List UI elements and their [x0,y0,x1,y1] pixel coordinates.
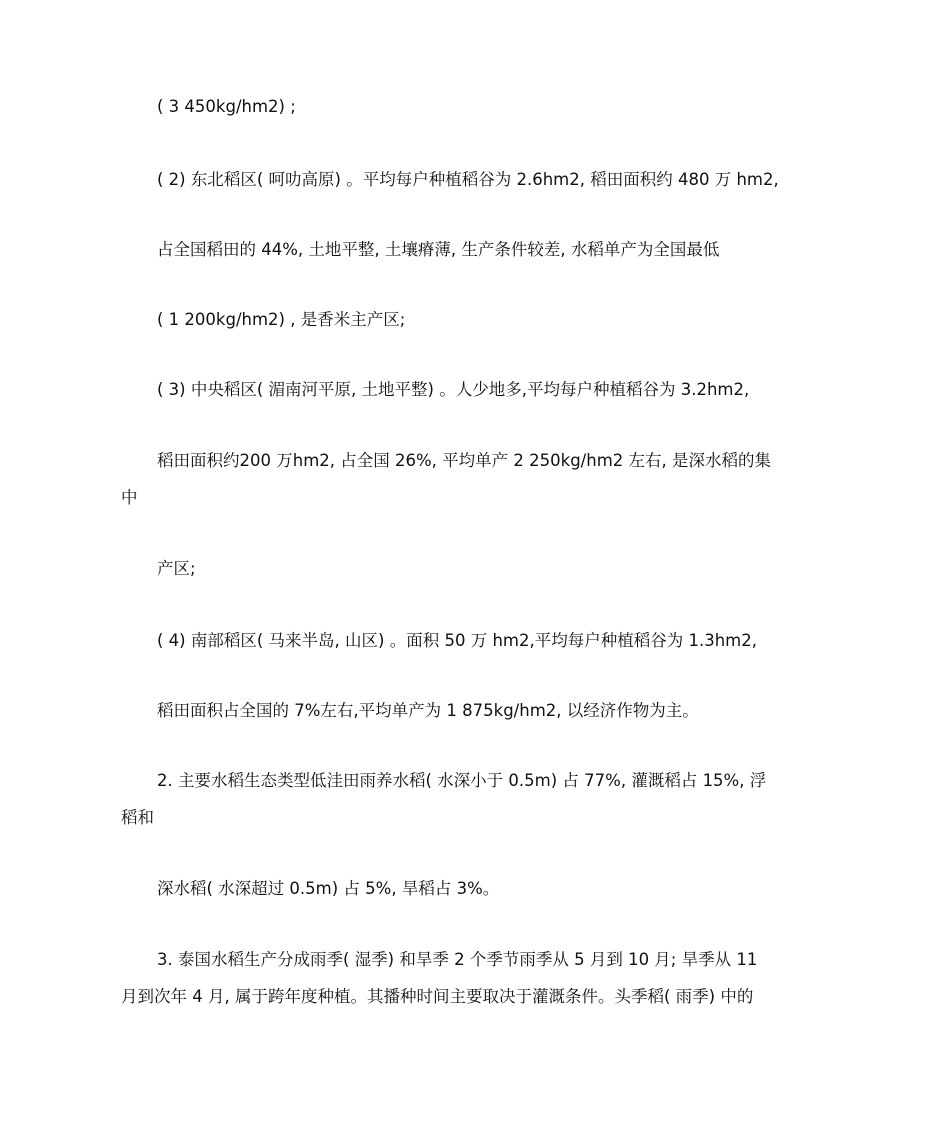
text-line: 稻田面积占全国的 7%左右,平均单产为 1 875kg/hm2, 以经济作物为主。 [157,701,699,720]
text-line: 稻田面积约200 万hm2, 占全国 26%, 平均单产 2 250kg/hm2 左右, 是深水稻的集 [157,451,771,470]
text-line: 稻和 [121,808,154,827]
text-line: 3. 泰国水稻生产分成雨季( 湿季) 和旱季 2 个季节雨季从 5 月到 10 月; 旱季从 11 [157,950,758,969]
text-line: ( 4) 南部稻区( 马来半岛, 山区) 。面积 50 万 hm2,平均每户种植稻谷为 1.3hm2, [157,631,757,650]
text-line: 2. 主要水稻生态类型低洼田雨养水稻( 水深小于 0.5m) 占 77%, 灌溉稻占 15%, 浮 [157,771,767,790]
text-line: ( 3) 中央稻区( 湄南河平原, 土地平整) 。人少地多,平均每户种植稻谷为 3.2hm2, [157,380,750,399]
text-line: 中 [121,488,138,507]
text-line: ( 2) 东北稻区( 呵叻高原) 。平均每户种植稻谷为 2.6hm2, 稻田面积约 480 万 hm2, [157,170,779,189]
text-line: 深水稻( 水深超过 0.5m) 占 5%, 旱稻占 3%。 [157,879,500,898]
text-line: ( 1 200kg/hm2) , 是香米主产区; [157,310,406,329]
text-line: 占全国稻田的 44%, 土地平整, 土壤瘠薄, 生产条件较差, 水稻单产为全国最低 [157,240,720,259]
text-line: 月到次年 4 月, 属于跨年度种植。其播种时间主要取决于灌溉条件。头季稻( 雨季) 中的 [121,987,754,1006]
text-line: ( 3 450kg/hm2) ; [157,97,296,116]
text-line: 产区; [157,559,196,578]
